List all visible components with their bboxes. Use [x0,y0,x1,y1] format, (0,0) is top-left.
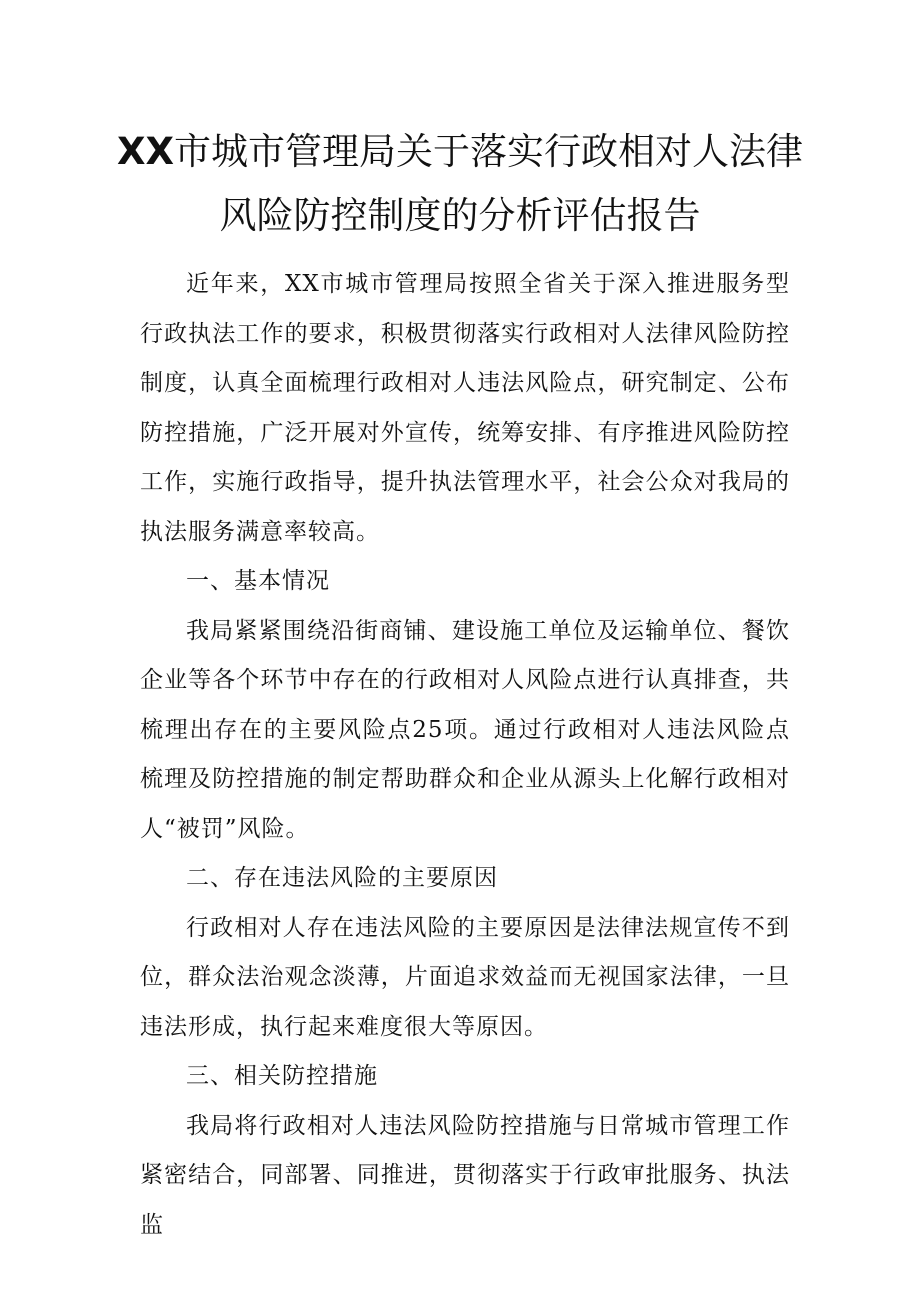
title-line-1-text: 市城市管理局关于落实行政相对人法律 [174,130,804,173]
intro-paragraph: 近年来，XX市城市管理局按照全省关于深入推进服务型行政执法工作的要求，积极贯彻落实行政相对人法律风险防控制度，认真全面梳理行政相对人违法风险点，研究制定、公布防控措施，广泛开展对外宣传，统筹安排、有序推进风险防控工作，实施行政指导，提升执法管理水平，社会公众对我局的执法服务满意率较高。 [140,271,790,545]
control-measures-paragraph: 我局将行政相对人违法风险防控措施与日常城市管理工作紧密结合，同部署、同推进，贯彻落实于行政审批服务、执法监 [140,1112,790,1238]
title-prefix: XX [116,130,175,173]
document-body [140,260,790,1250]
section-heading-basic-situation: 一、基本情况 [186,568,330,594]
section-heading-control-measures: 三、相关防控措施 [186,1063,378,1089]
section-heading-main-causes: 二、存在违法风险的主要原因 [186,865,498,891]
document-title-line-2: 风险防控制度的分析评估报告 [219,194,701,237]
main-causes-paragraph: 行政相对人存在违法风险的主要原因是法律法规宣传不到位，群众法治观念淡薄，片面追求效益而无视国家法律，一旦违法形成，执行起来难度很大等原因。 [140,914,790,1040]
basic-situation-paragraph: 我局紧紧围绕沿街商铺、建设施工单位及运输单位、餐饮企业等各个环节中存在的行政相对人风险点进行认真排查，共梳理出存在的主要风险点25项。通过行政相对人违法风险点梳理及防控措施的制定帮助群众和企业从源头上化解行政相对人“被罚”风险。 [140,617,790,842]
document-title-line-1 [90,128,830,176]
